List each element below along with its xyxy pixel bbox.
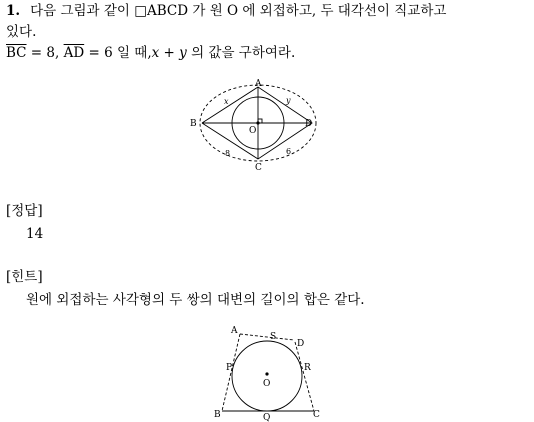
fig1-label-6: 6: [286, 147, 292, 156]
fig1-label-8: 8: [225, 149, 231, 158]
fig1-label-y: y: [286, 96, 291, 105]
fig2-label-b: B: [214, 410, 221, 420]
fig2-label-o: O: [263, 379, 271, 389]
hint-text: 원에 외접하는 사각형의 두 쌍의 대변의 길이의 합은 같다.: [26, 292, 365, 308]
problem-number: 1.: [6, 3, 21, 19]
fig1-label-o: O: [249, 126, 257, 136]
figure-2-diagram: [0, 322, 534, 422]
condition-mid: = 8,: [26, 45, 64, 61]
segment-bc: $\overline{BC}$: [6, 45, 27, 61]
side-as: [240, 334, 294, 340]
fig1-label-a: A: [255, 79, 262, 89]
answer-value: 14: [26, 226, 44, 242]
fig1-label-c: C: [255, 163, 262, 173]
fig2-label-a: A: [231, 326, 238, 336]
hint-heading: [힌트]: [6, 269, 43, 285]
problem-text-line1: 다음 그림과 같이 □ABCD 가 원 O 에 외접하고, 두 대각선이 직교하고: [30, 3, 447, 19]
fig1-label-d: D: [305, 119, 313, 129]
fig2-label-q: Q: [263, 413, 271, 422]
figure-1-diagram: [0, 78, 534, 188]
condition-tail: = 6 일 때,: [84, 45, 152, 61]
side-dc: [295, 342, 314, 411]
fig2-label-c: C: [313, 410, 320, 420]
var-y: y: [179, 45, 187, 61]
fig2-label-r: R: [304, 363, 311, 373]
problem-condition-line: [6, 44, 295, 62]
question-tail: 의 값을 구하여라.: [186, 45, 296, 61]
problem-line-1: [6, 2, 446, 20]
plus-sign: +: [159, 45, 180, 61]
inscribed-circle-o: [232, 339, 305, 411]
segment-ad: $\overline{AD}$: [63, 45, 85, 61]
center-dot-o: [265, 372, 268, 375]
var-x: x: [151, 45, 160, 61]
fig1-label-x: x: [224, 97, 229, 106]
problem-line-2: [6, 23, 36, 41]
fig1-label-b: B: [190, 119, 197, 129]
fig2-label-s: S: [270, 332, 277, 342]
problem-text-line2: 있다.: [6, 24, 37, 40]
fig2-label-p: P: [226, 363, 233, 373]
fig2-label-d: D: [297, 339, 305, 349]
center-dot: [256, 121, 259, 124]
answer-heading: [정답]: [6, 203, 43, 219]
